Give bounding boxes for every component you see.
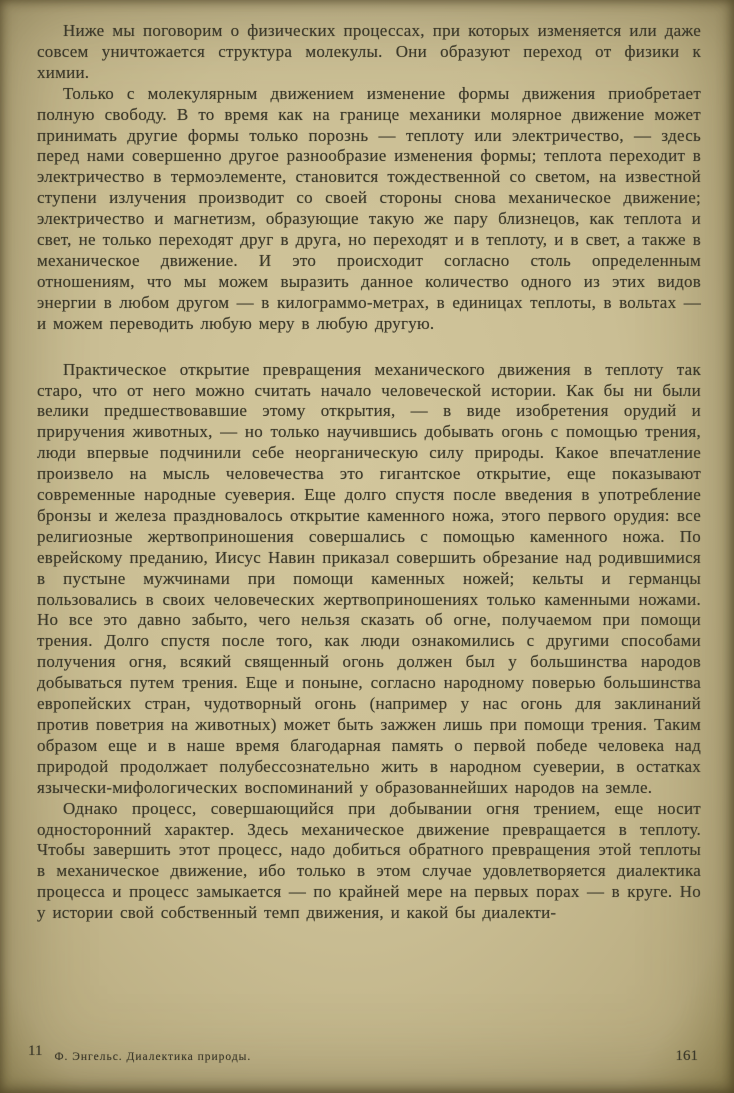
paragraph-1: Ниже мы поговорим о физических процессах, при которых изменяется или даже совсем уничтожается структура молекулы. Они образуют переход от физики к химии. [37, 21, 701, 82]
page-number: 161 [675, 1048, 698, 1064]
paragraph-3: Практическое открытие превращения механического движения в теплоту так старо, что от него можно считать начало человеческой истории. Как бы ни были велики предшествовавшие этому открытия, — в виде изобретения орудий и приручения животных, — но только научившись добывать огонь с помощью трения, люди впервые подчинили себе неорганическую силу природы. Какое впечатление произвело на мысль человечества это гигантское открытие, еще показывают современные народные суеверия. Еще долго спустя после введения в употребление бронзы и железа праздновалось открытие каменного ножа, этого первого орудия: все религиозные жертвоприношения совершались с помощью каменного ножа. По еврейскому преданию, Иисус Навин приказал совершить обрезание над родившимися в пустыне мужчинами при помощи каменных ножей; кельты и германцы пользовались в своих человеческих жертвоприношениях только каменными ножами. Но все это давно забыто, чего нельзя сказать об огне, получаемом при помощи трения. Долго спустя после того, как люди ознакомились с другими способами получения огня, всякий священный огонь должен был у большинства народов добываться путем трения. Еще и поныне, согласно народному поверью большинства европейских стран, чудотворный огонь (например у нас огонь для заклинаний против поветрия на животных) может быть зажжен лишь при помощи трения. Таким образом еще и в наше время благодарная память о первой победе человека над природой продолжает полубессознательно жить в народном суеверии, в остатках язычески-мифологических воспоминаний у образованнейших народов на земле. [37, 359, 701, 797]
paragraph-4: Однако процесс, совершающийся при добывании огня трением, еще носит односторонний характер. Здесь механическое движение превращается в теплоту. Чтобы завершить этот процесс, надо добиться обратного превращения этой теплоты в механическое движение, ибо только в этом случае удовлетворяется диалектика процесса и процесс замыкается — по крайней мере на первых порах — в круге. Но у истории свой собственный темп движения, и какой бы диалекти- [37, 798, 701, 923]
page-footer [28, 1043, 698, 1065]
signature-number: 11 [28, 1043, 43, 1059]
footnote-title: Ф. Энгельс. Диалектика природы. [54, 1051, 252, 1063]
paragraph-2: Только с молекулярным движением изменение формы движения приобретает полную свободу. В то время как на границе механики молярное движение может принимать другие формы только порознь — теплоту или электричество, — здесь перед нами совершенно другое разнообразие изменения формы; теплота переходит в электричество в термоэлементе, становится тождественной со светом, на известной ступени излучения производит со своей стороны снова механическое движение; электричество и магнетизм, образующие такую же пару близнецов, как теплота и свет, не только переходят друг в друга, но переходят и в теплоту, и в свет, а также в механическое движение. И это происходит согласно столь определенным отношениям, что мы можем выразить данное количество одного из этих видов энергии в любом другом — в килограммо-метрах, в единицах теплоты, в вольтах — и можем переводить любую меру в любую другую. [37, 83, 701, 333]
body-text [37, 21, 701, 924]
